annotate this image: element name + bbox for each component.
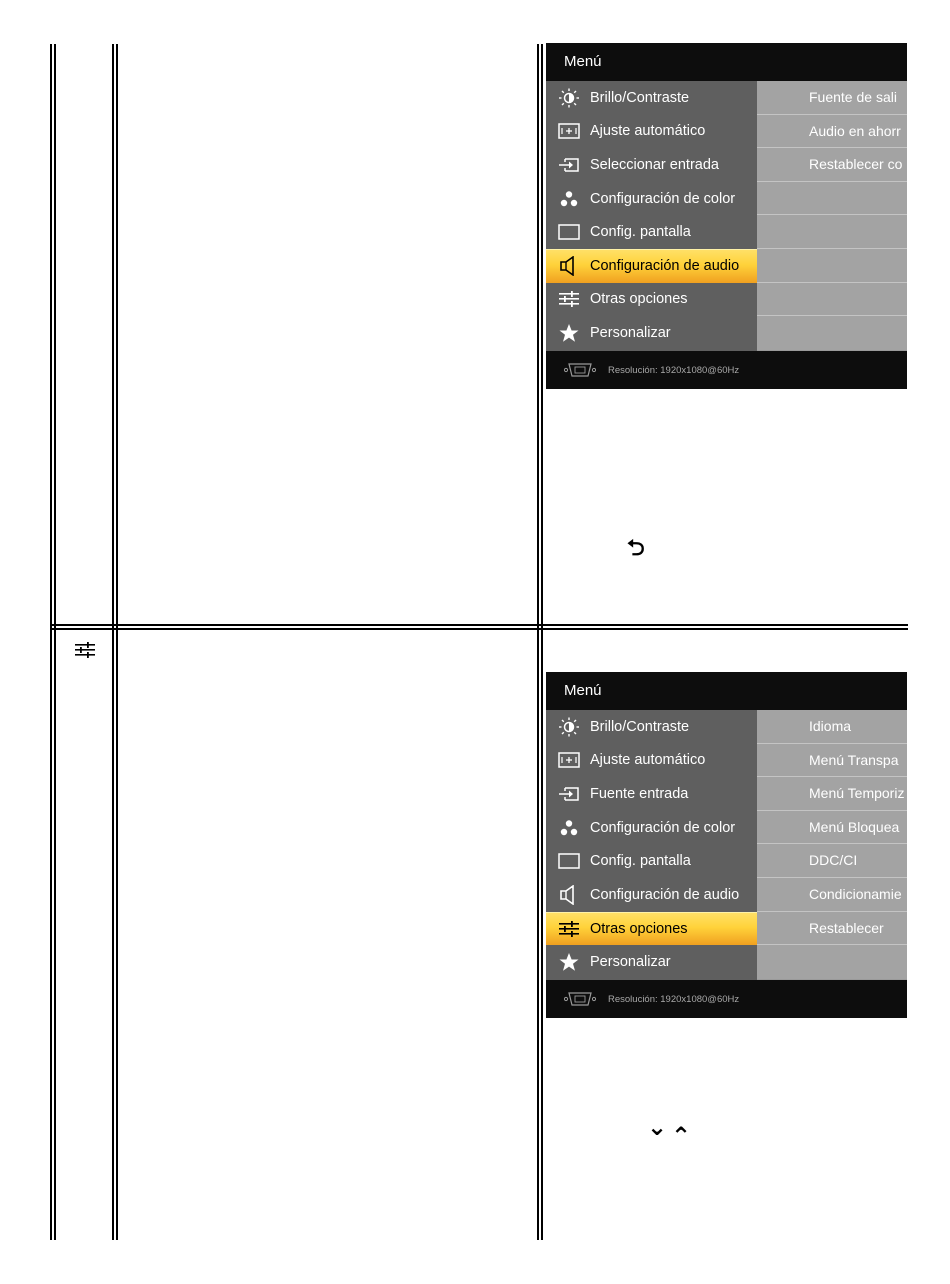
- table-border-left: [50, 44, 52, 1240]
- submenu-item-empty: [757, 182, 907, 216]
- menu-item-display-settings[interactable]: [546, 844, 757, 878]
- osd-menu-panel-1: [546, 43, 907, 389]
- submenu-item-language[interactable]: Idioma: [757, 710, 907, 744]
- submenu-item-reset[interactable]: Restablecer: [757, 912, 907, 946]
- submenu-item-menu-transparency[interactable]: Menú Transpa: [757, 744, 907, 778]
- menu-item-label: Configuración de audio: [590, 886, 740, 903]
- menu-item-label: Otras opciones: [590, 291, 688, 308]
- menu-item-auto-adjust[interactable]: [546, 115, 757, 149]
- menu-item-label: Config. pantalla: [590, 224, 691, 241]
- row-separator-top: [50, 624, 908, 626]
- sliders-icon: [556, 919, 582, 939]
- menu-item-label: Fuente entrada: [590, 785, 689, 802]
- menu-item-color-settings[interactable]: [546, 182, 757, 216]
- menu-item-brightness-contrast[interactable]: [546, 710, 757, 744]
- speaker-icon: [556, 256, 582, 276]
- vga-connector-icon: [564, 992, 596, 1006]
- star-icon: [556, 323, 582, 343]
- display-settings-icon: [556, 851, 582, 871]
- row-separator-bottom: [50, 628, 908, 630]
- color-settings-icon: [556, 818, 582, 838]
- brightness-icon: [556, 717, 582, 737]
- display-settings-icon: [556, 222, 582, 242]
- menu-item-auto-adjust[interactable]: [546, 744, 757, 778]
- submenu-item-empty: [757, 945, 907, 979]
- menu-item-input-source[interactable]: [546, 148, 757, 182]
- osd-submenu: [757, 710, 907, 980]
- submenu-item-menu-lock[interactable]: Menú Bloquea: [757, 811, 907, 845]
- osd-main-menu: [546, 81, 757, 351]
- auto-adjust-icon: [556, 750, 582, 770]
- table-divider-2: [537, 44, 539, 1240]
- menu-item-label: Personalizar: [590, 324, 671, 341]
- menu-item-input-source[interactable]: [546, 777, 757, 811]
- menu-item-label: Ajuste automático: [590, 752, 706, 769]
- osd-status-bar: [546, 351, 907, 389]
- menu-item-label: Brillo/Contraste: [590, 89, 690, 106]
- table-divider-1-inner: [116, 44, 118, 1240]
- menu-item-label: Configuración de audio: [590, 258, 740, 275]
- menu-item-label: Brillo/Contraste: [590, 718, 690, 735]
- brightness-icon: [556, 88, 582, 108]
- menu-item-label: Configuración de color: [590, 190, 736, 207]
- menu-item-other-settings[interactable]: [546, 912, 757, 946]
- input-source-icon: [556, 155, 582, 175]
- menu-item-label: Config. pantalla: [590, 853, 691, 870]
- menu-item-label: Otras opciones: [590, 920, 688, 937]
- menu-item-label: Personalizar: [590, 953, 671, 970]
- menu-item-brightness-contrast[interactable]: [546, 81, 757, 115]
- resolution-text: Resolución: 1920x1080@60Hz: [608, 364, 740, 376]
- down-button-symbol: ⌄: [647, 1113, 668, 1141]
- submenu-item-empty: [757, 283, 907, 317]
- osd-menu-panel-2: [546, 672, 907, 1018]
- osd-menu-title: Menú: [546, 672, 907, 710]
- table-divider-1: [112, 44, 114, 1240]
- osd-menu-title: Menú: [546, 43, 907, 81]
- submenu-item-audio-source[interactable]: Fuente de sali: [757, 81, 907, 115]
- menu-item-audio-settings[interactable]: [546, 878, 757, 912]
- menu-item-display-settings[interactable]: [546, 215, 757, 249]
- submenu-item-menu-timer[interactable]: Menú Temporiz: [757, 777, 907, 811]
- submenu-item-lcd-conditioning[interactable]: Condicionamie: [757, 878, 907, 912]
- submenu-item-empty: [757, 316, 907, 350]
- sliders-icon: [556, 289, 582, 309]
- input-source-icon: [556, 784, 582, 804]
- menu-item-label: Seleccionar entrada: [590, 156, 719, 173]
- table-divider-2-inner: [541, 44, 543, 1240]
- menu-item-other-settings[interactable]: [546, 283, 757, 317]
- star-icon: [556, 952, 582, 972]
- submenu-item-ddc-ci[interactable]: DDC/CI: [757, 844, 907, 878]
- sliders-icon: [74, 641, 96, 659]
- menu-item-label: Ajuste automático: [590, 123, 706, 140]
- menu-item-audio-settings[interactable]: [546, 249, 757, 283]
- up-button-symbol: ⌃: [671, 1122, 692, 1150]
- menu-item-personalize[interactable]: [546, 316, 757, 350]
- osd-submenu: [757, 81, 907, 351]
- osd-status-bar: [546, 980, 907, 1018]
- table-border-left-inner: [54, 44, 56, 1240]
- submenu-item-empty: [757, 249, 907, 283]
- menu-item-personalize[interactable]: [546, 945, 757, 979]
- auto-adjust-icon: [556, 121, 582, 141]
- vga-connector-icon: [564, 363, 596, 377]
- submenu-item-empty: [757, 215, 907, 249]
- menu-item-label: Configuración de color: [590, 819, 736, 836]
- resolution-text: Resolución: 1920x1080@60Hz: [608, 993, 740, 1005]
- color-settings-icon: [556, 189, 582, 209]
- menu-item-color-settings[interactable]: [546, 811, 757, 845]
- speaker-icon: [556, 885, 582, 905]
- submenu-item-audio-power-save[interactable]: Audio en ahorr: [757, 115, 907, 149]
- back-button-symbol: ⮌: [627, 536, 645, 561]
- submenu-item-reset[interactable]: Restablecer co: [757, 148, 907, 182]
- osd-main-menu: [546, 710, 757, 980]
